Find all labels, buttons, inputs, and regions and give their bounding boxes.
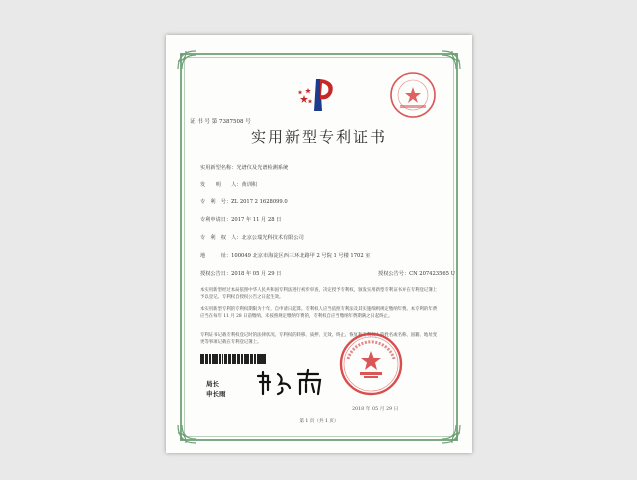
seal-date: 2018 年 05 月 29 日 [352, 407, 399, 412]
patent-office-logo [296, 75, 342, 119]
signatory-name: 申长雨 [206, 390, 226, 398]
page-footer: 第 1 页（共 1 页） [299, 419, 339, 424]
barcode [200, 354, 292, 364]
address: 地 址：100049 北京市海淀区西三环北路甲 2 号院 1 号楼 1702 室 [200, 253, 371, 259]
certificate-paragraph: 本实用新型专利的专利权期限为十年，自申请日起算。专利权人应当依照专利法及其实施细则规定缴纳年费。本专利的年费应当在每年 11 月 28 日前缴纳。未按照规定缴纳年费的，专利权自应当缴纳年费期满之日起终止。 [200, 307, 438, 319]
certificate-page [166, 35, 472, 453]
grant-date: 授权公告日：2018 年 05 月 29 日 [200, 271, 282, 277]
handwritten-signature [254, 368, 334, 400]
patent-number: 专 利 号：ZL 2017 2 1628099.0 [200, 199, 288, 205]
certificate-title: 实用新型专利证书 [250, 128, 387, 146]
office-seal-bottom [338, 331, 404, 401]
utility-model-name: 实用新型名称：光谱仪及光谱检测系统 [200, 165, 289, 171]
barcode-bar [265, 354, 266, 364]
authorization-code: 授权公告号：CN 207423565 U [378, 271, 456, 277]
corner-ornament [176, 49, 198, 71]
corner-ornament [176, 423, 198, 445]
inventor: 发 明 人：黄训积 [200, 182, 258, 188]
certificate-paragraph: 本实用新型经过本局依照中华人民共和国专利法进行初步审查，决定授予专利权，颁发实用新型专利证书并在专利登记簿上予以登记。专利权自授权公告之日起生效。 [200, 288, 438, 300]
corner-ornament [440, 49, 462, 71]
corner-ornament [440, 423, 462, 445]
signatory-block [206, 379, 226, 399]
patentee: 专 利 权 人：北京公瑞光科技术有限公司 [200, 235, 304, 241]
certificate-number: 证 书 号 第 7387508 号 [190, 119, 251, 125]
office-seal-top [388, 70, 438, 124]
signatory-title: 局长 [206, 380, 219, 388]
certificate-paragraph: 专利证书记载专利权登记时的法律状况。专利权的转移、质押、无效、终止、恢复和专利权人的姓名或名称、国籍、地址变更等事项记载在专利登记簿上。 [200, 333, 438, 345]
filing-date: 专利申请日：2017 年 11 月 28 日 [200, 217, 282, 223]
